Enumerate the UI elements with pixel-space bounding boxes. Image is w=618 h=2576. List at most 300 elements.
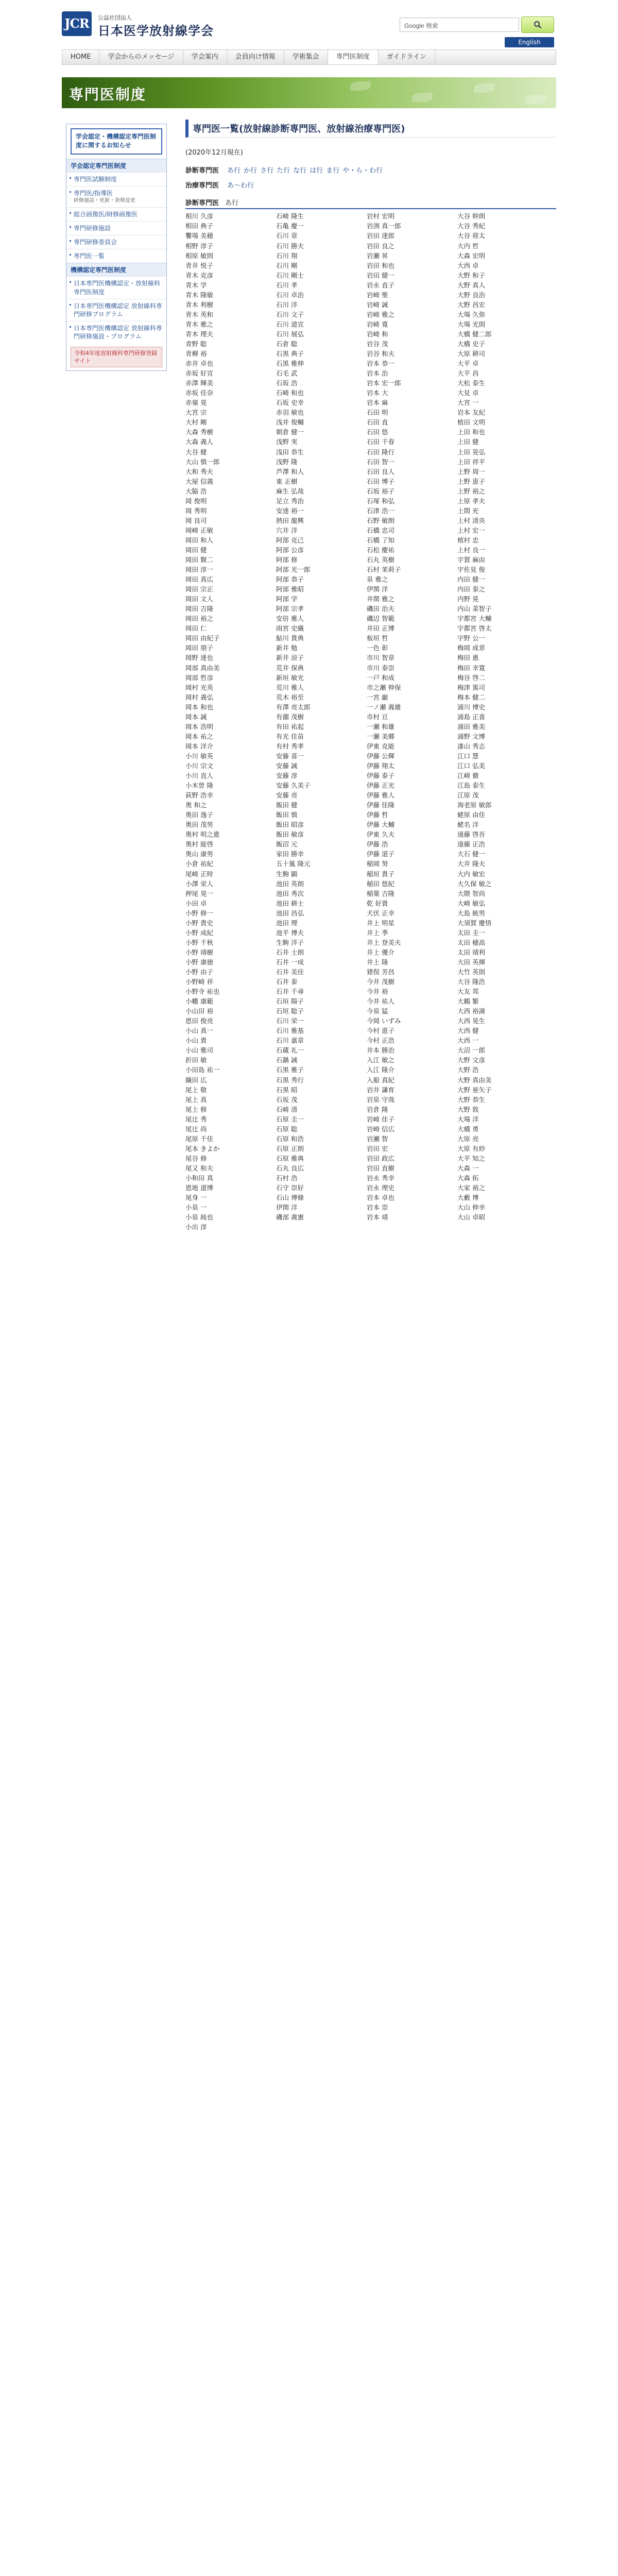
specialist-name: 奥田 茂男 bbox=[185, 821, 213, 829]
specialist-name: 阿部 恭子 bbox=[276, 575, 304, 584]
specialist-name: 阿部 雅昭 bbox=[276, 585, 304, 594]
sidebar-item-label: 専門医/指導医 bbox=[74, 189, 113, 197]
specialist-name: 飯田 敏彦 bbox=[276, 831, 304, 839]
specialist-name: 上田 和也 bbox=[457, 428, 485, 436]
specialist-name: 上野 周一 bbox=[457, 467, 485, 476]
specialist-name: 蛯原 由佳 bbox=[457, 811, 485, 819]
specialist-name: 岩田 政広 bbox=[367, 1154, 394, 1162]
specialist-name: 相原 敏則 bbox=[185, 251, 213, 260]
specialist-name: 石川 文子 bbox=[276, 310, 304, 318]
specialist-name: 石川 翔 bbox=[276, 251, 298, 260]
specialist-name: 奥村 能啓 bbox=[185, 840, 213, 849]
specialist-name: 小倉 祐紀 bbox=[185, 860, 213, 868]
specialist-name: 荒川 雅人 bbox=[276, 683, 304, 691]
specialist-name: 石川 洋 bbox=[276, 300, 298, 309]
specialist-name: 尾上 修 bbox=[185, 1105, 207, 1113]
specialist-name: 石崎 隆生 bbox=[276, 212, 304, 221]
sidebar-item-label: 専門医一覧 bbox=[74, 252, 105, 260]
specialist-name: 阿部 宗孝 bbox=[276, 605, 304, 613]
specialist-name: 今井 茂樹 bbox=[367, 978, 394, 986]
specialist-name: 石垣 聡子 bbox=[276, 1007, 304, 1015]
specialist-name: 石川 雅基 bbox=[276, 1027, 304, 1035]
specialist-name: 岩本 治 bbox=[367, 369, 388, 378]
diagnosis-index-link[interactable]: や・ら・わ行 bbox=[342, 167, 383, 175]
specialist-name: 石田 博子 bbox=[367, 477, 394, 485]
specialist-name: 大竹 英則 bbox=[457, 968, 485, 976]
specialist-name: 岩崎 信広 bbox=[367, 1125, 394, 1133]
specialist-name: 尾上 敬 bbox=[185, 1086, 207, 1094]
specialist-name: 上原 孝夫 bbox=[457, 497, 485, 505]
specialist-name: 岩谷 茂 bbox=[367, 340, 388, 348]
specialist-name: 上田 祥平 bbox=[457, 457, 485, 466]
specialist-name: 岩渕 真一郎 bbox=[367, 222, 401, 230]
sidebar-item-label: 専門研修委員会 bbox=[74, 239, 117, 246]
section-label: 診断専門医 bbox=[185, 199, 219, 208]
specialist-name: 大野 真人 bbox=[457, 281, 485, 289]
specialist-name: 麻生 弘哉 bbox=[276, 487, 304, 495]
specialist-name: 入江 敏之 bbox=[367, 1056, 394, 1064]
specialist-name: 石坂 茂 bbox=[276, 1095, 298, 1104]
specialist-name: 青木 学 bbox=[185, 281, 207, 289]
specialist-name: 岩村 宏明 bbox=[367, 212, 394, 221]
specialist-name: 岩崎 雅之 bbox=[367, 310, 394, 318]
specialist-name: 伊東 久夫 bbox=[367, 831, 394, 839]
specialist-name: 岩本 靖 bbox=[367, 1213, 388, 1222]
specialist-name: 上村 良一 bbox=[457, 546, 485, 554]
specialist-name: 大山 伸幸 bbox=[457, 1204, 485, 1212]
english-link[interactable]: English bbox=[505, 37, 554, 47]
specialist-name: 大西 裕満 bbox=[457, 1007, 485, 1015]
specialist-name: 伊藤 大輔 bbox=[367, 821, 394, 829]
specialist-name: 石橋 忠司 bbox=[367, 526, 394, 534]
specialist-name: 大谷 隆浩 bbox=[457, 978, 485, 986]
specialist-name: 小野 千秋 bbox=[185, 938, 213, 946]
specialist-name: 太田 靖利 bbox=[457, 948, 485, 956]
specialist-name: 大森 拓 bbox=[457, 1174, 479, 1182]
specialist-name: 大西 健 bbox=[457, 1027, 479, 1035]
specialist-name: 一瀬 美郷 bbox=[367, 732, 394, 740]
specialist-name: 大沼 一郎 bbox=[457, 1046, 485, 1055]
specialist-name: 岡田 吉隆 bbox=[185, 605, 213, 613]
nav-item[interactable]: 会員向け情報 bbox=[227, 50, 284, 64]
leaf-decoration bbox=[474, 83, 494, 93]
specialist-name: 井田 正博 bbox=[367, 624, 394, 633]
specialist-name: 岡田 仁 bbox=[185, 624, 207, 633]
specialist-name: 大井 隆夫 bbox=[457, 860, 485, 868]
diagnosis-index-link[interactable]: さ行 bbox=[260, 167, 274, 175]
nav-item[interactable]: 学術集会 bbox=[284, 50, 328, 64]
specialist-name: 大野 昌宏 bbox=[457, 300, 485, 309]
specialist-name: 東 正樹 bbox=[276, 477, 298, 485]
specialist-name: 岩崎 聖 bbox=[367, 291, 388, 299]
specialist-name: 岩倉 隆 bbox=[367, 1105, 388, 1113]
sidebar-heading: 機構認定専門医制度 bbox=[66, 263, 166, 276]
specialist-name: 恩地 道博 bbox=[185, 1184, 213, 1192]
specialist-name: 芦澤 和人 bbox=[276, 467, 304, 476]
specialist-name: 足立 秀治 bbox=[276, 497, 304, 505]
specialist-name: 青野 聡 bbox=[185, 340, 207, 348]
specialist-name: 岡田 真広 bbox=[185, 575, 213, 584]
specialist-name: 小野寺 祐也 bbox=[185, 988, 220, 996]
therapy-index-link[interactable]: あ〜わ行 bbox=[227, 181, 254, 190]
specialist-name: 岡本 祐之 bbox=[185, 732, 213, 740]
specialist-name: 小山田 裕 bbox=[185, 1007, 213, 1015]
specialist-name: 石田 千春 bbox=[367, 438, 394, 446]
specialist-name: 一ノ瀬 義雄 bbox=[367, 703, 401, 711]
specialist-name: 岩崎 和 bbox=[367, 330, 388, 338]
specialist-name: 大家 裕之 bbox=[457, 1184, 485, 1192]
specialist-name: 伊藤 雅人 bbox=[367, 791, 394, 800]
specialist-name: 青柳 裕 bbox=[185, 350, 207, 358]
specialist-name: 浅野 実 bbox=[276, 438, 298, 446]
specialist-name: 稲葉 吉隆 bbox=[367, 889, 394, 897]
specialist-name: 内田 健一 bbox=[457, 575, 485, 584]
specialist-name: 伊関 洋 bbox=[276, 1204, 298, 1212]
specialist-name: 石原 聡 bbox=[276, 1125, 298, 1133]
specialist-name: 一色 彰 bbox=[367, 644, 388, 652]
specialist-name: 石原 雅典 bbox=[276, 1154, 304, 1162]
specialist-name: 尾辻 秀 bbox=[185, 1115, 207, 1123]
specialist-name: 宇佐見 俊 bbox=[457, 566, 485, 574]
diagnosis-index-link[interactable]: ま行 bbox=[326, 167, 340, 175]
specialist-name: 有光 佳苗 bbox=[276, 732, 304, 740]
specialist-name: 岡本 誠 bbox=[185, 713, 207, 721]
date-note: (2020年12月現在) bbox=[185, 149, 243, 157]
site-header bbox=[0, 0, 618, 49]
specialist-name: 岡田 賢二 bbox=[185, 556, 213, 564]
specialist-name: 石黒 典子 bbox=[276, 350, 304, 358]
sidebar-item[interactable] bbox=[66, 299, 166, 321]
specialist-name: 宇野 公一 bbox=[457, 634, 485, 642]
sidebar-item[interactable] bbox=[66, 249, 166, 263]
specialist-name: 朝倉 健一 bbox=[276, 428, 304, 436]
specialist-name: 大須賀 慶悟 bbox=[457, 919, 492, 927]
specialist-name: 井上 隆 bbox=[367, 958, 388, 966]
specialist-name: 石崎 清 bbox=[276, 1105, 298, 1113]
org-name[interactable]: 日本医学放射線学会 bbox=[98, 25, 214, 38]
sidebar-item[interactable] bbox=[66, 221, 166, 235]
diagnosis-index-label: 診断専門医 bbox=[185, 167, 219, 175]
specialist-name: 安達 裕一 bbox=[276, 506, 304, 515]
specialist-name: 上野 恵子 bbox=[457, 477, 485, 485]
specialist-name: 伊藤 公輝 bbox=[367, 752, 394, 760]
specialist-name: 梅岡 成章 bbox=[457, 644, 485, 652]
specialist-name: 赤坂 好宣 bbox=[185, 369, 213, 378]
specialist-name: 池平 博夫 bbox=[276, 928, 304, 937]
specialist-name: 今井 裕 bbox=[367, 988, 388, 996]
specialist-name: 江原 茂 bbox=[457, 791, 479, 800]
specialist-name: 大谷 幹朗 bbox=[457, 212, 485, 221]
specialist-name: 石亀 慶一 bbox=[276, 222, 304, 230]
search-button[interactable] bbox=[521, 16, 554, 33]
specialist-name: 板垣 哲 bbox=[367, 634, 388, 642]
specialist-name: 井本 勝治 bbox=[367, 1046, 394, 1055]
specialist-name: 岡本 浩明 bbox=[185, 722, 213, 731]
diagnosis-index-link[interactable]: は行 bbox=[310, 167, 323, 175]
names-grid bbox=[185, 211, 556, 1232]
specialist-name: 飯田 健 bbox=[276, 801, 298, 809]
banner-title: 専門医制度 bbox=[69, 86, 147, 103]
specialist-name: 大屋 信義 bbox=[185, 477, 213, 485]
specialist-name: 石黒 雅伸 bbox=[276, 360, 304, 368]
specialist-name: 石村 浩 bbox=[276, 1174, 298, 1182]
specialist-name: 大野 恭生 bbox=[457, 1095, 485, 1104]
specialist-name: 阿部 公彦 bbox=[276, 546, 304, 554]
specialist-name: 岡田 文人 bbox=[185, 595, 213, 603]
specialist-name: 大平 卓 bbox=[457, 360, 479, 368]
specialist-name: 浅井 俊輔 bbox=[276, 418, 304, 427]
specialist-name: 大橋 健二郎 bbox=[457, 330, 492, 338]
specialist-name: 石守 崇好 bbox=[276, 1184, 304, 1192]
specialist-name: 押尾 晃一 bbox=[185, 889, 213, 897]
main-nav bbox=[62, 49, 556, 65]
specialist-name: 大西 一 bbox=[457, 1037, 479, 1045]
specialist-name: 尾本 きよか bbox=[185, 1144, 220, 1153]
specialist-name: 石井 千尋 bbox=[276, 988, 304, 996]
specialist-name: 大野 亜矢子 bbox=[457, 1086, 492, 1094]
specialist-name: 小田 卓 bbox=[185, 899, 207, 907]
specialist-name: 今村 恵子 bbox=[367, 1027, 394, 1035]
nav-item[interactable]: 学会案内 bbox=[183, 50, 227, 64]
specialist-name: 尾又 和夫 bbox=[185, 1164, 213, 1172]
specialist-name: 岡本 和也 bbox=[185, 703, 213, 711]
nav-item[interactable]: 学会からのメッセージ bbox=[99, 50, 183, 64]
specialist-name: 大森 秀樹 bbox=[185, 428, 213, 436]
specialist-name: 大森 宏明 bbox=[457, 251, 485, 260]
specialist-name: 小泉 純也 bbox=[185, 1213, 213, 1222]
diagnosis-index-link[interactable]: た行 bbox=[277, 167, 290, 175]
specialist-name: 石坂 裕子 bbox=[367, 487, 394, 495]
sidebar-item-label: 日本専門医機構認定・放射線科専門医制度 bbox=[74, 280, 161, 296]
specialist-name: 石原 正朗 bbox=[276, 1144, 304, 1153]
specialist-name: 岩崎 佳子 bbox=[367, 1115, 394, 1123]
specialist-name: 岩田 宏 bbox=[367, 1144, 388, 1153]
specialist-name: 岩田 達郎 bbox=[367, 232, 394, 240]
specialist-name: 植田 文明 bbox=[457, 418, 485, 427]
specialist-name: 大島 統男 bbox=[457, 909, 485, 917]
specialist-name: 安藤 淳 bbox=[276, 772, 298, 780]
specialist-name: 有澤 亮太郎 bbox=[276, 703, 311, 711]
specialist-name: 石黒 昭 bbox=[276, 1086, 298, 1094]
specialist-name: 漆山 秀志 bbox=[457, 742, 485, 750]
specialist-name: 青木 克彦 bbox=[185, 271, 213, 279]
specialist-name: 岩本 卓也 bbox=[367, 1194, 394, 1202]
specialist-name: 大橋 史子 bbox=[457, 340, 485, 348]
specialist-name: 小野 修一 bbox=[185, 909, 213, 917]
specialist-name: 岩田 和也 bbox=[367, 261, 394, 269]
specialist-name: 尾上 真 bbox=[185, 1095, 207, 1104]
specialist-name: 石井 泰 bbox=[276, 978, 298, 986]
specialist-name: 相田 典子 bbox=[185, 222, 213, 230]
specialist-name: 大内 敏宏 bbox=[457, 870, 485, 878]
specialist-name: 内田 泰之 bbox=[457, 585, 485, 594]
specialist-name: 岩本 友紀 bbox=[457, 409, 485, 417]
specialist-name: 江島 泰生 bbox=[457, 782, 485, 790]
specialist-name: 石丸 良広 bbox=[276, 1164, 304, 1172]
specialist-name: 大谷 将太 bbox=[457, 232, 485, 240]
specialist-name: 大藪 博 bbox=[457, 1194, 479, 1202]
specialist-name: 大西 晃生 bbox=[457, 1017, 485, 1025]
specialist-name: 小山 雅司 bbox=[185, 1046, 213, 1055]
specialist-name: 大野 敦 bbox=[457, 1105, 479, 1113]
specialist-name: 岡田 淳一 bbox=[185, 566, 213, 574]
specialist-name: 磯田 治夫 bbox=[367, 605, 394, 613]
specialist-name: 五十嵐 隆元 bbox=[276, 860, 311, 868]
specialist-name: 上田 晃弘 bbox=[457, 448, 485, 456]
specialist-name: 石井 一成 bbox=[276, 958, 304, 966]
specialist-name: 井上 明星 bbox=[367, 919, 394, 927]
specialist-name: 浅野 隆 bbox=[276, 457, 298, 466]
specialist-name: 安藤 誠 bbox=[276, 762, 298, 770]
nav-item[interactable]: HOME bbox=[62, 50, 99, 64]
specialist-name: 岩井 謙育 bbox=[367, 1086, 394, 1094]
specialist-name: 新垣 敏光 bbox=[276, 673, 304, 682]
specialist-name: 池田 昌弘 bbox=[276, 909, 304, 917]
specialist-name: 浅田 恭生 bbox=[276, 448, 304, 456]
specialist-name: 池田 理 bbox=[276, 919, 298, 927]
specialist-name: 石塚 和弘 bbox=[367, 497, 394, 505]
specialist-name: 石蔵 礼一 bbox=[276, 1046, 304, 1055]
specialist-name: 伊藤 正光 bbox=[367, 782, 394, 790]
specialist-name: 尾身 一 bbox=[185, 1194, 207, 1202]
specialist-name: 岩本 大 bbox=[367, 389, 388, 397]
specialist-name: 大鶴 繁 bbox=[457, 997, 479, 1006]
specialist-name: 小山 真一 bbox=[185, 1027, 213, 1035]
sidebar bbox=[66, 124, 167, 371]
specialist-name: 岡本 洋介 bbox=[185, 742, 213, 750]
search-icon bbox=[534, 21, 542, 29]
specialist-name: 穴井 洋 bbox=[276, 526, 298, 534]
specialist-name: 井上 登美夫 bbox=[367, 938, 401, 946]
specialist-name: 江崎 徹 bbox=[457, 772, 479, 780]
diagnosis-index-link[interactable]: か行 bbox=[244, 167, 258, 175]
specialist-name: 大野 文彦 bbox=[457, 1056, 485, 1064]
specialist-name: 犬伏 正幸 bbox=[367, 909, 394, 917]
specialist-name: 石川 卓治 bbox=[276, 291, 304, 299]
specialist-name: 赤羽 敏也 bbox=[276, 409, 304, 417]
specialist-name: 岡村 光英 bbox=[185, 683, 213, 691]
specialist-name: 一戸 和成 bbox=[367, 673, 394, 682]
sidebar-item-note: 研修施設・更新・資格変更 bbox=[74, 198, 135, 204]
sidebar-item-label: 日本専門医機構認定 放射線科専門研修施設・プログラム bbox=[74, 325, 162, 341]
specialist-name: 岡田 宗正 bbox=[185, 585, 213, 594]
specialist-name: 石丸 英樹 bbox=[367, 556, 394, 564]
specialist-name: 井上 優介 bbox=[367, 948, 394, 956]
specialist-name: 鮎川 貴典 bbox=[276, 634, 304, 642]
specialist-name: 岩田 直樹 bbox=[367, 1164, 394, 1172]
specialist-name: 梅田 幸寛 bbox=[457, 664, 485, 672]
specialist-name: 市之瀬 伸保 bbox=[367, 683, 401, 691]
specialist-name: 大見 卓 bbox=[457, 389, 479, 397]
registration-site-link[interactable]: 令和4年度放射線科専門研修登録サイト bbox=[71, 347, 162, 368]
specialist-name: 岡田 朋子 bbox=[185, 644, 213, 652]
specialist-name: 宇都宮 大輔 bbox=[457, 615, 492, 623]
page-title: 専門医一覧(放射線診断専門医、放射線治療専門医) bbox=[185, 120, 556, 138]
specialist-name: 青木 雅之 bbox=[185, 320, 213, 328]
specialist-name: 生駒 洋子 bbox=[276, 938, 304, 946]
specialist-name: 石坂 史幸 bbox=[276, 399, 304, 407]
specialist-name: 織田 広 bbox=[185, 1076, 207, 1084]
specialist-name: 大野 真由美 bbox=[457, 1076, 492, 1084]
specialist-name: 熱田 龍興 bbox=[276, 516, 304, 524]
sidebar-item[interactable] bbox=[66, 172, 166, 186]
specialist-name: 遠藤 啓吾 bbox=[457, 831, 485, 839]
sidebar-feature-link[interactable]: 学会認定・機構認定専門医制度に関するお知らせ bbox=[71, 128, 162, 155]
specialist-name: 大宮 一 bbox=[457, 399, 479, 407]
specialist-name: 青木 理夫 bbox=[185, 330, 213, 338]
specialist-name: 市川 泰崇 bbox=[367, 664, 394, 672]
specialist-name: 相川 久彦 bbox=[185, 212, 213, 221]
specialist-name: 石川 章 bbox=[276, 232, 298, 240]
specialist-name: 大原 亮 bbox=[457, 1134, 479, 1143]
section-banner bbox=[62, 77, 556, 108]
specialist-name: 飯田 慎 bbox=[276, 811, 298, 819]
specialist-name: 大野 良治 bbox=[457, 291, 485, 299]
diagnosis-index-link[interactable]: な行 bbox=[293, 167, 307, 175]
leaf-decoration bbox=[350, 81, 371, 91]
specialist-name: 石井 美佳 bbox=[276, 968, 304, 976]
specialist-name: 安藤 久美子 bbox=[276, 782, 311, 790]
specialist-name: 小泉 一 bbox=[185, 1204, 207, 1212]
specialist-name: 生駒 顕 bbox=[276, 870, 298, 878]
specialist-name: 石川 嘉章 bbox=[276, 1037, 304, 1045]
specialist-name: 大久保 敏之 bbox=[457, 879, 492, 888]
sidebar-item[interactable] bbox=[66, 276, 166, 298]
specialist-name: 上間 充 bbox=[457, 506, 479, 515]
search-input[interactable] bbox=[400, 18, 519, 32]
specialist-name: 荒木 裕至 bbox=[276, 693, 304, 701]
specialist-name: 石毛 武 bbox=[276, 369, 298, 378]
specialist-name: 大隈 智尚 bbox=[457, 889, 485, 897]
specialist-name: 石川 栄一 bbox=[276, 1017, 304, 1025]
specialist-name: 江口 慧 bbox=[457, 752, 479, 760]
main-content bbox=[185, 120, 556, 1232]
specialist-name: 饗場 美穂 bbox=[185, 232, 213, 240]
specialist-name: 大村 剛 bbox=[185, 418, 207, 427]
specialist-name: 上田 健 bbox=[457, 438, 479, 446]
nav-item[interactable]: 専門医制度 bbox=[328, 50, 379, 64]
sidebar-item[interactable] bbox=[66, 321, 166, 343]
specialist-name: 相野 淳子 bbox=[185, 242, 213, 250]
specialist-name: 赤井 卓也 bbox=[185, 360, 213, 368]
specialist-name: 赤嶺 晃 bbox=[185, 399, 207, 407]
sidebar-item[interactable] bbox=[66, 186, 166, 207]
specialist-name: 石原 圭一 bbox=[276, 1115, 304, 1123]
specialist-name: 有田 祐起 bbox=[276, 722, 304, 731]
nav-item[interactable]: ガイドライン bbox=[379, 50, 435, 64]
specialist-name: 大松 泰生 bbox=[457, 379, 485, 387]
leaf-decoration bbox=[412, 93, 433, 102]
specialist-name: 石垣 陽子 bbox=[276, 997, 304, 1006]
diagnosis-index-link[interactable]: あ行 bbox=[227, 167, 241, 175]
specialist-name: 伊関 洋 bbox=[367, 585, 388, 594]
sidebar-item[interactable] bbox=[66, 207, 166, 221]
therapy-index-label: 治療専門医 bbox=[185, 181, 219, 190]
sidebar-item[interactable] bbox=[66, 235, 166, 249]
specialist-name: 岡村 義弘 bbox=[185, 693, 213, 701]
specialist-name: 太田 穂高 bbox=[457, 938, 485, 946]
specialist-name: 有薗 茂樹 bbox=[276, 713, 304, 721]
sidebar-item-label: 総合画像医/研修画像医 bbox=[74, 210, 138, 218]
specialist-name: 石川 剛 bbox=[276, 261, 298, 269]
specialist-name: 小川 直人 bbox=[185, 772, 213, 780]
specialist-name: 浦野 文博 bbox=[457, 732, 485, 740]
specialist-name: 伊藤 翔太 bbox=[367, 762, 394, 770]
society-logo[interactable]: JCR bbox=[62, 11, 92, 36]
specialist-name: 井関 雅之 bbox=[367, 595, 394, 603]
specialist-name: 石川 剛士 bbox=[276, 271, 304, 279]
specialist-name: 折田 敏 bbox=[185, 1056, 207, 1064]
